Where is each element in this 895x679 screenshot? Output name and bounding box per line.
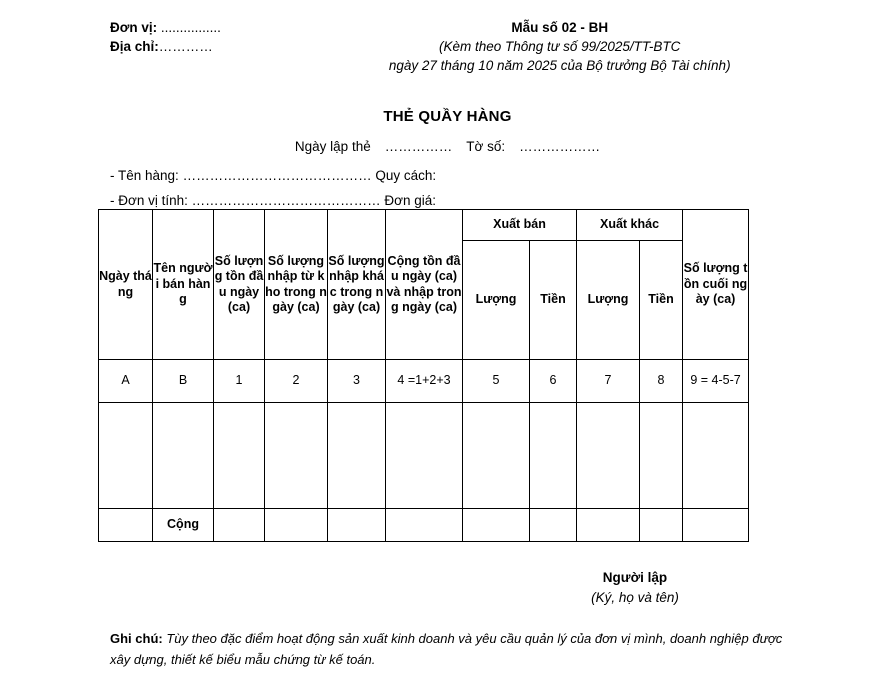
col-code-opening-stock: 1 <box>214 360 265 403</box>
total-cell-opening-stock[interactable] <box>214 509 265 542</box>
header-left-block <box>110 18 221 56</box>
total-cell-other-amount[interactable] <box>640 509 683 542</box>
sheet-label: Tờ số: <box>466 139 506 154</box>
counter-card-table <box>98 209 749 542</box>
col-code-date: A <box>99 360 153 403</box>
col-code-in-other: 3 <box>328 360 386 403</box>
col-header-in-other: Số lượng nhập khác trong ngày (ca) <box>328 210 386 360</box>
date-dots: …………… <box>384 139 453 154</box>
goods-name-dots: …………………………………… <box>182 168 372 183</box>
unit-line <box>110 18 221 37</box>
signature-title: Người lập <box>602 570 668 585</box>
col-code-in-from-warehouse: 2 <box>265 360 328 403</box>
cell-other-amount[interactable] <box>640 403 683 509</box>
table-body <box>99 360 749 542</box>
page-title: THẺ QUẦY HÀNG <box>383 108 512 125</box>
col-code-sale-quantity: 5 <box>463 360 530 403</box>
col-code-other-amount: 8 <box>640 360 683 403</box>
total-cell-sale-amount[interactable] <box>530 509 577 542</box>
col-header-date: Ngày tháng <box>99 210 153 360</box>
col-header-seller: Tên người bán hàng <box>153 210 214 360</box>
col-header-in-from-warehouse: Số lượng nhập từ kho trong ngày (ca) <box>265 210 328 360</box>
column-code-row <box>99 360 749 403</box>
cell-seller[interactable] <box>153 403 214 509</box>
col-header-closing-stock: Số lượng tồn cuối ngày (ca) <box>683 210 749 360</box>
date-label: Ngày lập thẻ <box>294 139 371 154</box>
unit-label: Đơn vị: <box>110 20 158 35</box>
note-label: Ghi chú: <box>110 631 163 646</box>
col-header-other-quantity: Lượng <box>577 241 640 360</box>
date-sheet-line <box>0 139 895 154</box>
col-code-sale-amount: 6 <box>530 360 577 403</box>
total-cell-sale-quantity[interactable] <box>463 509 530 542</box>
col-header-sale-amount: Tiền <box>530 241 577 360</box>
circular-line-1: (Kèm theo Thông tư số 99/2025/TT-BTC <box>439 39 681 54</box>
col-code-other-quantity: 7 <box>577 360 640 403</box>
cell-in-other[interactable] <box>328 403 386 509</box>
col-header-opening-stock: Số lượng tồn đầu ngày (ca) <box>214 210 265 360</box>
col-group-header-sale-out: Xuất bán <box>463 210 577 241</box>
goods-name-label: - Tên hàng: <box>110 168 179 183</box>
total-cell-date[interactable] <box>99 509 153 542</box>
info-lines <box>110 163 436 213</box>
total-cell-total-opening-plus-in[interactable] <box>386 509 463 542</box>
document-header <box>0 18 895 75</box>
col-code-total-opening-plus-in: 4 =1+2+3 <box>386 360 463 403</box>
circular-line-2: ngày 27 tháng 10 năm 2025 của Bộ trưởng Bộ Tài chính) <box>388 58 731 73</box>
col-header-sale-quantity: Lượng <box>463 241 530 360</box>
note-text: Tùy theo đặc điểm hoạt động sản xuất kinh doanh và yêu cầu quản lý của đơn vị mình, doanh nghiệp được xây dựng, thiết kế biểu mẫu chứng từ kế toán. <box>110 631 783 667</box>
total-row-label: Cộng <box>153 509 214 542</box>
cell-sale-quantity[interactable] <box>463 403 530 509</box>
cell-date[interactable] <box>99 403 153 509</box>
col-header-total-opening-plus-in: Cộng tồn đầu ngày (ca) và nhập trong ngày (ca) <box>386 210 463 360</box>
cell-opening-stock[interactable] <box>214 403 265 509</box>
total-cell-in-from-warehouse[interactable] <box>265 509 328 542</box>
header-right-block <box>389 18 731 75</box>
goods-name-line <box>110 163 436 188</box>
cell-in-from-warehouse[interactable] <box>265 403 328 509</box>
price-label: Đơn giá: <box>384 193 437 208</box>
counter-card-table-wrapper <box>98 209 748 542</box>
address-dots: ………… <box>158 39 213 54</box>
unit-dots: ................ <box>157 20 221 35</box>
col-code-seller: B <box>153 360 214 403</box>
col-header-other-amount: Tiền <box>640 241 683 360</box>
cell-sale-amount[interactable] <box>530 403 577 509</box>
spec-label: Quy cách: <box>375 168 437 183</box>
footer-note <box>110 628 790 670</box>
total-cell-closing-stock[interactable] <box>683 509 749 542</box>
address-line <box>110 37 221 56</box>
cell-other-quantity[interactable] <box>577 403 640 509</box>
signature-subtitle: (Ký, họ và tên) <box>591 590 679 605</box>
table-total-row[interactable] <box>99 509 749 542</box>
cell-total-opening-plus-in[interactable] <box>386 403 463 509</box>
table-head <box>99 210 749 360</box>
total-cell-other-quantity[interactable] <box>577 509 640 542</box>
table-row[interactable] <box>99 403 749 509</box>
cell-closing-stock[interactable] <box>683 403 749 509</box>
unit-measure-label: - Đơn vị tính: <box>110 193 188 208</box>
sheet-dots: ……………… <box>519 139 601 154</box>
total-cell-in-other[interactable] <box>328 509 386 542</box>
form-code: Mẫu số 02 - BH <box>511 20 609 35</box>
title-block <box>0 108 895 154</box>
unit-measure-dots: …………………………………… <box>191 193 381 208</box>
signature-block <box>520 568 750 608</box>
col-code-closing-stock: 9 = 4-5-7 <box>683 360 749 403</box>
col-group-header-other-out: Xuất khác <box>577 210 683 241</box>
address-label: Địa chỉ: <box>110 39 159 54</box>
header-row-group <box>99 210 749 241</box>
